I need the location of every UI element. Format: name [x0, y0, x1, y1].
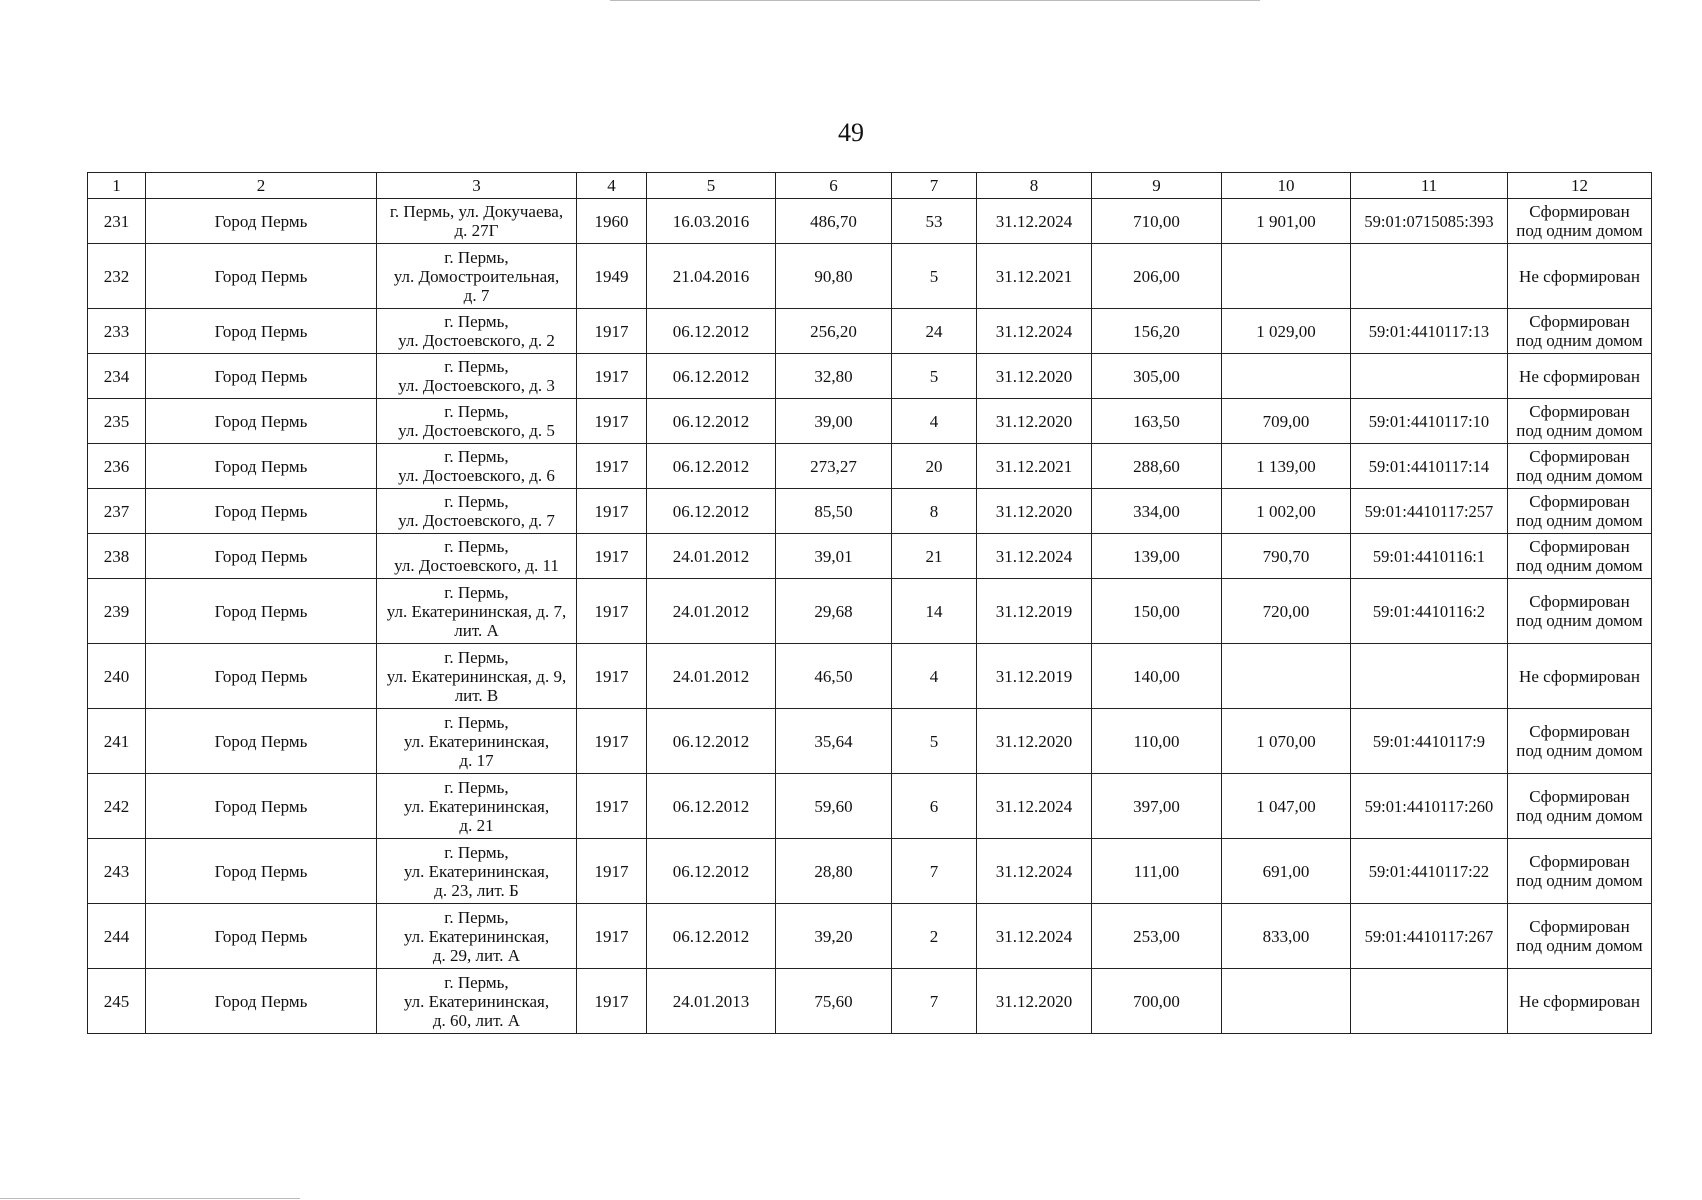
value-col9: 288,60: [1092, 444, 1222, 489]
table-row: [88, 534, 1652, 579]
municipality: Город Пермь: [146, 399, 377, 444]
address: г. Пермь, ул. Екатерининская, д. 60, лит. А: [377, 969, 577, 1034]
table-row: [88, 774, 1652, 839]
area: 273,27: [776, 444, 892, 489]
municipality: Город Пермь: [146, 534, 377, 579]
residents: 5: [892, 244, 977, 309]
value-col9: 397,00: [1092, 774, 1222, 839]
area: 28,80: [776, 839, 892, 904]
date: 16.03.2016: [647, 199, 776, 244]
date: 06.12.2012: [647, 839, 776, 904]
year: 1917: [577, 774, 647, 839]
land-status: Не сформирован: [1508, 969, 1652, 1034]
row-number: 244: [88, 904, 146, 969]
cadastral-number: 59:01:4410117:10: [1351, 399, 1508, 444]
residents: 14: [892, 579, 977, 644]
address: г. Пермь, ул. Домостроительная, д. 7: [377, 244, 577, 309]
table-row: [88, 354, 1652, 399]
residents: 5: [892, 354, 977, 399]
value-col10: 833,00: [1222, 904, 1351, 969]
land-status: Сформирован под одним домом: [1508, 444, 1652, 489]
deadline: 31.12.2021: [977, 244, 1092, 309]
municipality: Город Пермь: [146, 444, 377, 489]
column-header: 10: [1222, 173, 1351, 199]
area: 90,80: [776, 244, 892, 309]
municipality: Город Пермь: [146, 644, 377, 709]
municipality: Город Пермь: [146, 774, 377, 839]
value-col10: 720,00: [1222, 579, 1351, 644]
year: 1917: [577, 969, 647, 1034]
row-number: 231: [88, 199, 146, 244]
municipality: Город Пермь: [146, 199, 377, 244]
row-number: 236: [88, 444, 146, 489]
date: 24.01.2012: [647, 534, 776, 579]
year: 1917: [577, 354, 647, 399]
year: 1917: [577, 489, 647, 534]
area: 39,01: [776, 534, 892, 579]
cadastral-number: 59:01:4410117:267: [1351, 904, 1508, 969]
municipality: Город Пермь: [146, 969, 377, 1034]
land-status: Сформирован под одним домом: [1508, 904, 1652, 969]
cadastral-number: 59:01:4410117:9: [1351, 709, 1508, 774]
address: г. Пермь, ул. Достоевского, д. 5: [377, 399, 577, 444]
cadastral-number: 59:01:0715085:393: [1351, 199, 1508, 244]
value-col10: 1 139,00: [1222, 444, 1351, 489]
address: г. Пермь, ул. Екатерининская, д. 17: [377, 709, 577, 774]
row-number: 239: [88, 579, 146, 644]
value-col10: 1 047,00: [1222, 774, 1351, 839]
column-header: 4: [577, 173, 647, 199]
area: 39,20: [776, 904, 892, 969]
deadline: 31.12.2024: [977, 839, 1092, 904]
deadline: 31.12.2020: [977, 709, 1092, 774]
residents: 21: [892, 534, 977, 579]
scan-edge-top: [610, 0, 1260, 1]
area: 29,68: [776, 579, 892, 644]
value-col9: 111,00: [1092, 839, 1222, 904]
value-col9: 334,00: [1092, 489, 1222, 534]
table-header-row: [88, 173, 1652, 199]
year: 1917: [577, 644, 647, 709]
date: 06.12.2012: [647, 774, 776, 839]
column-header: 9: [1092, 173, 1222, 199]
cadastral-number: 59:01:4410117:14: [1351, 444, 1508, 489]
value-col9: 156,20: [1092, 309, 1222, 354]
residents: 7: [892, 839, 977, 904]
row-number: 243: [88, 839, 146, 904]
deadline: 31.12.2019: [977, 579, 1092, 644]
cadastral-number: 59:01:4410117:257: [1351, 489, 1508, 534]
deadline: 31.12.2021: [977, 444, 1092, 489]
value-col9: 700,00: [1092, 969, 1222, 1034]
deadline: 31.12.2024: [977, 774, 1092, 839]
table-row: [88, 839, 1652, 904]
deadline: 31.12.2019: [977, 644, 1092, 709]
value-col10: 709,00: [1222, 399, 1351, 444]
deadline: 31.12.2020: [977, 354, 1092, 399]
address: г. Пермь, ул. Достоевского, д. 11: [377, 534, 577, 579]
value-col10: [1222, 969, 1351, 1034]
column-header: 5: [647, 173, 776, 199]
year: 1917: [577, 904, 647, 969]
deadline: 31.12.2024: [977, 309, 1092, 354]
area: 59,60: [776, 774, 892, 839]
value-col9: 139,00: [1092, 534, 1222, 579]
cadastral-number: 59:01:4410117:260: [1351, 774, 1508, 839]
land-status: Сформирован под одним домом: [1508, 774, 1652, 839]
address: г. Пермь, ул. Докучаева, д. 27Г: [377, 199, 577, 244]
value-col9: 140,00: [1092, 644, 1222, 709]
deadline: 31.12.2024: [977, 199, 1092, 244]
residents: 6: [892, 774, 977, 839]
address: г. Пермь, ул. Екатерининская, д. 9, лит. В: [377, 644, 577, 709]
deadline: 31.12.2020: [977, 969, 1092, 1034]
housing-registry-table: [87, 172, 1652, 1034]
land-status: Сформирован под одним домом: [1508, 709, 1652, 774]
year: 1917: [577, 839, 647, 904]
area: 486,70: [776, 199, 892, 244]
column-header: 6: [776, 173, 892, 199]
residents: 8: [892, 489, 977, 534]
column-header: 3: [377, 173, 577, 199]
residents: 53: [892, 199, 977, 244]
land-status: Сформирован под одним домом: [1508, 489, 1652, 534]
address: г. Пермь, ул. Екатерининская, д. 21: [377, 774, 577, 839]
row-number: 237: [88, 489, 146, 534]
column-header: 7: [892, 173, 977, 199]
residents: 4: [892, 399, 977, 444]
row-number: 235: [88, 399, 146, 444]
land-status: Сформирован под одним домом: [1508, 399, 1652, 444]
value-col9: 110,00: [1092, 709, 1222, 774]
municipality: Город Пермь: [146, 354, 377, 399]
area: 32,80: [776, 354, 892, 399]
column-header: 8: [977, 173, 1092, 199]
residents: 7: [892, 969, 977, 1034]
residents: 2: [892, 904, 977, 969]
value-col9: 253,00: [1092, 904, 1222, 969]
value-col9: 150,00: [1092, 579, 1222, 644]
table-row: [88, 199, 1652, 244]
date: 06.12.2012: [647, 309, 776, 354]
land-status: Сформирован под одним домом: [1508, 534, 1652, 579]
address: г. Пермь, ул. Достоевского, д. 7: [377, 489, 577, 534]
column-header: 2: [146, 173, 377, 199]
value-col9: 206,00: [1092, 244, 1222, 309]
date: 24.01.2012: [647, 579, 776, 644]
value-col9: 305,00: [1092, 354, 1222, 399]
area: 75,60: [776, 969, 892, 1034]
table-body: [88, 199, 1652, 1034]
table-row: [88, 709, 1652, 774]
row-number: 233: [88, 309, 146, 354]
municipality: Город Пермь: [146, 309, 377, 354]
land-status: Не сформирован: [1508, 354, 1652, 399]
value-col10: [1222, 354, 1351, 399]
cadastral-number: 59:01:4410117:22: [1351, 839, 1508, 904]
value-col10: 790,70: [1222, 534, 1351, 579]
cadastral-number: 59:01:4410117:13: [1351, 309, 1508, 354]
scan-edge-bottom: [0, 1198, 300, 1199]
date: 06.12.2012: [647, 354, 776, 399]
column-header: 1: [88, 173, 146, 199]
value-col10: 691,00: [1222, 839, 1351, 904]
row-number: 245: [88, 969, 146, 1034]
year: 1949: [577, 244, 647, 309]
municipality: Город Пермь: [146, 709, 377, 774]
column-header: 11: [1351, 173, 1508, 199]
address: г. Пермь, ул. Екатерининская, д. 7, лит. А: [377, 579, 577, 644]
municipality: Город Пермь: [146, 904, 377, 969]
cadastral-number: [1351, 244, 1508, 309]
table-row: [88, 644, 1652, 709]
table-row: [88, 579, 1652, 644]
date: 24.01.2013: [647, 969, 776, 1034]
area: 39,00: [776, 399, 892, 444]
address: г. Пермь, ул. Екатерининская, д. 23, лит. Б: [377, 839, 577, 904]
land-status: Не сформирован: [1508, 244, 1652, 309]
cadastral-number: 59:01:4410116:1: [1351, 534, 1508, 579]
table-row: [88, 489, 1652, 534]
cadastral-number: 59:01:4410116:2: [1351, 579, 1508, 644]
date: 06.12.2012: [647, 399, 776, 444]
date: 21.04.2016: [647, 244, 776, 309]
row-number: 234: [88, 354, 146, 399]
land-status: Сформирован под одним домом: [1508, 839, 1652, 904]
residents: 4: [892, 644, 977, 709]
address: г. Пермь, ул. Достоевского, д. 3: [377, 354, 577, 399]
year: 1917: [577, 444, 647, 489]
deadline: 31.12.2020: [977, 399, 1092, 444]
cadastral-number: [1351, 644, 1508, 709]
date: 06.12.2012: [647, 904, 776, 969]
address: г. Пермь, ул. Достоевского, д. 6: [377, 444, 577, 489]
year: 1960: [577, 199, 647, 244]
year: 1917: [577, 579, 647, 644]
year: 1917: [577, 534, 647, 579]
row-number: 241: [88, 709, 146, 774]
municipality: Город Пермь: [146, 579, 377, 644]
area: 85,50: [776, 489, 892, 534]
value-col10: [1222, 644, 1351, 709]
area: 256,20: [776, 309, 892, 354]
value-col10: [1222, 244, 1351, 309]
value-col10: 1 002,00: [1222, 489, 1351, 534]
row-number: 238: [88, 534, 146, 579]
value-col9: 163,50: [1092, 399, 1222, 444]
address: г. Пермь, ул. Достоевского, д. 2: [377, 309, 577, 354]
table-row: [88, 904, 1652, 969]
cadastral-number: [1351, 969, 1508, 1034]
year: 1917: [577, 709, 647, 774]
land-status: Сформирован под одним домом: [1508, 309, 1652, 354]
municipality: Город Пермь: [146, 489, 377, 534]
address: г. Пермь, ул. Екатерининская, д. 29, лит. А: [377, 904, 577, 969]
deadline: 31.12.2024: [977, 904, 1092, 969]
year: 1917: [577, 309, 647, 354]
row-number: 232: [88, 244, 146, 309]
year: 1917: [577, 399, 647, 444]
municipality: Город Пермь: [146, 244, 377, 309]
area: 46,50: [776, 644, 892, 709]
deadline: 31.12.2024: [977, 534, 1092, 579]
value-col10: 1 070,00: [1222, 709, 1351, 774]
date: 06.12.2012: [647, 709, 776, 774]
deadline: 31.12.2020: [977, 489, 1092, 534]
value-col10: 1 029,00: [1222, 309, 1351, 354]
residents: 5: [892, 709, 977, 774]
table-row: [88, 244, 1652, 309]
value-col9: 710,00: [1092, 199, 1222, 244]
table-row: [88, 444, 1652, 489]
table-row: [88, 309, 1652, 354]
value-col10: 1 901,00: [1222, 199, 1351, 244]
municipality: Город Пермь: [146, 839, 377, 904]
land-status: Сформирован под одним домом: [1508, 199, 1652, 244]
cadastral-number: [1351, 354, 1508, 399]
row-number: 242: [88, 774, 146, 839]
table-row: [88, 399, 1652, 444]
table-row: [88, 969, 1652, 1034]
date: 24.01.2012: [647, 644, 776, 709]
column-header: 12: [1508, 173, 1652, 199]
page-number: 49: [838, 118, 864, 147]
row-number: 240: [88, 644, 146, 709]
date: 06.12.2012: [647, 489, 776, 534]
residents: 20: [892, 444, 977, 489]
land-status: Сформирован под одним домом: [1508, 579, 1652, 644]
residents: 24: [892, 309, 977, 354]
area: 35,64: [776, 709, 892, 774]
land-status: Не сформирован: [1508, 644, 1652, 709]
date: 06.12.2012: [647, 444, 776, 489]
